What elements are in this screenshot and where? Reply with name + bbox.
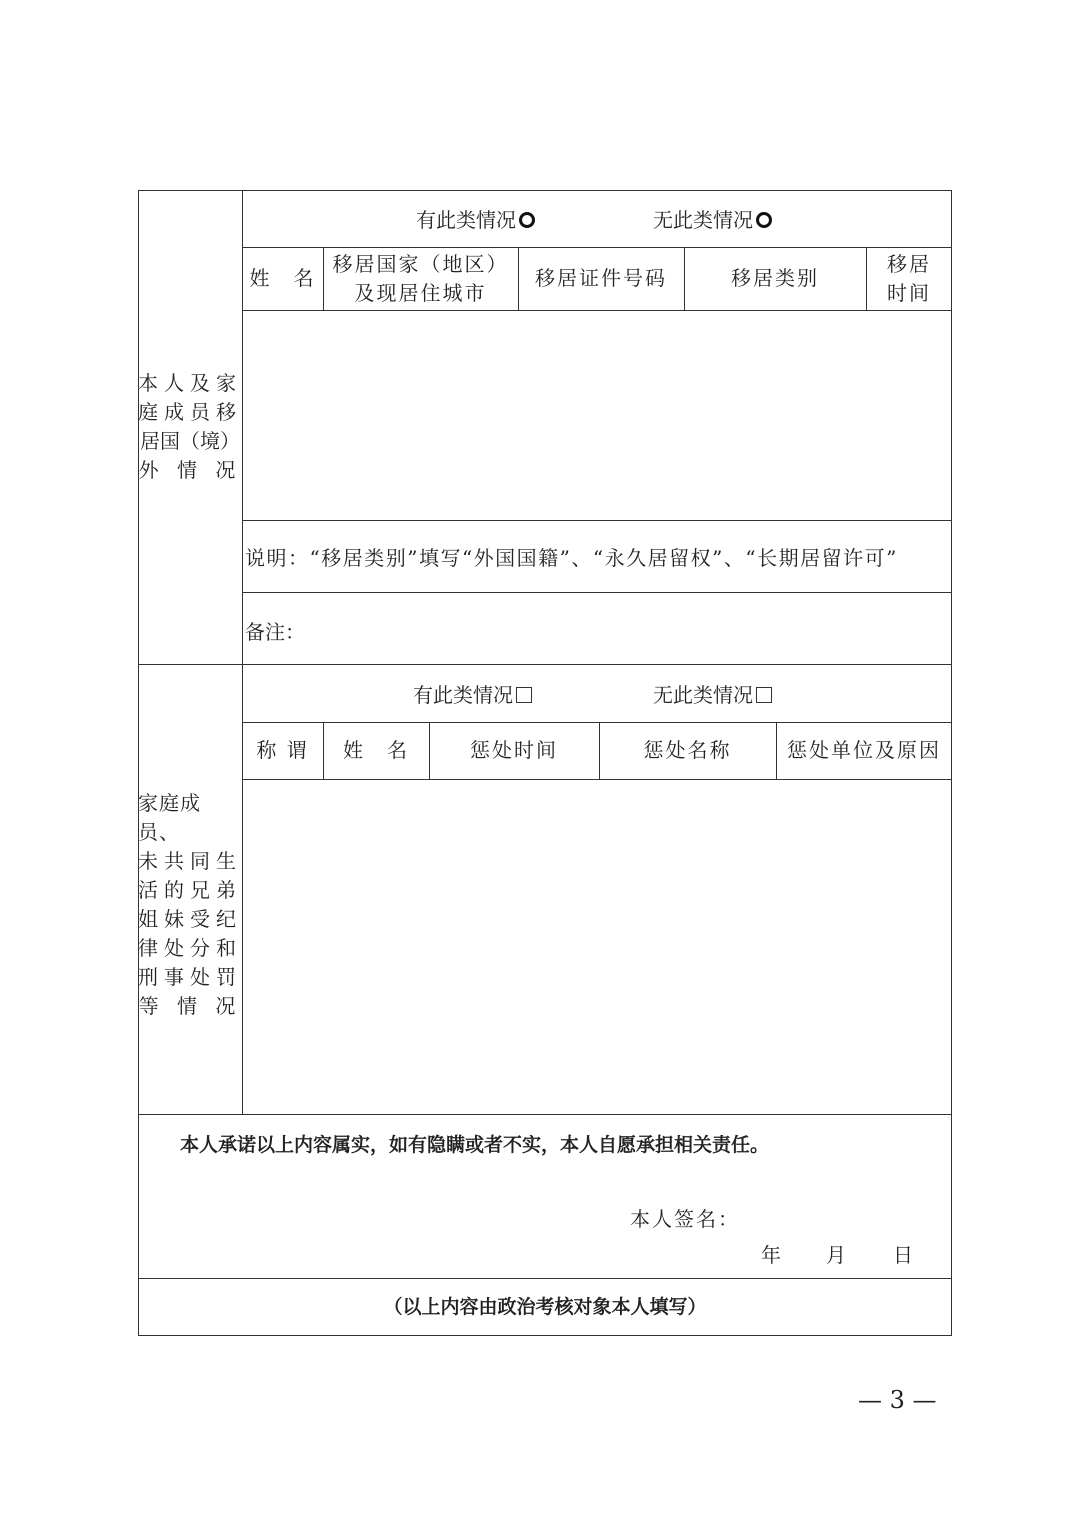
section2-label: 家庭成员、 未共同生 活的兄弟 姐妹受纪 律处分和 刑事处罚 等 情 况 — [138, 791, 242, 1018]
header-punish-time: 惩处时间 — [470, 738, 558, 762]
pledge-text: 本人承诺以上内容属实，如有隐瞒或者不实，本人自愿承担相关责任。 — [180, 1134, 770, 1156]
page-number: — 3 — — [858, 1386, 937, 1414]
date-month: 月 — [826, 1243, 846, 1267]
section1-entry-area[interactable] — [243, 311, 951, 519]
signature-label: 本人签名： — [630, 1207, 740, 1231]
date-year: 年 — [761, 1243, 781, 1267]
divider — [138, 664, 952, 665]
checkbox-icon[interactable] — [756, 687, 772, 703]
divider — [242, 592, 952, 593]
header-type: 移居类别 — [731, 266, 819, 290]
header-punish-name: 惩处名称 — [643, 738, 732, 762]
radio-icon[interactable] — [519, 212, 535, 228]
radio-icon[interactable] — [756, 212, 772, 228]
divider — [242, 520, 952, 521]
header-time: 移居 时间 — [887, 251, 931, 305]
section2-option-none: 无此类情况 — [653, 685, 772, 705]
header-relation: 称 谓 — [256, 738, 309, 762]
divider — [138, 1114, 952, 1115]
section2-entry-area[interactable] — [243, 780, 951, 1113]
section2-option-has: 有此类情况 — [413, 685, 532, 705]
header-name: 姓 名 — [249, 266, 316, 290]
signature-area[interactable] — [740, 1200, 940, 1236]
header-punish-unit: 惩处单位及原因 — [787, 738, 941, 762]
footer-note: （以上内容由政治考核对象本人填写） — [383, 1296, 707, 1318]
header-cert-no: 移居证件号码 — [535, 266, 667, 290]
header-name: 姓 名 — [343, 738, 409, 762]
section1-option-has: 有此类情况 — [416, 210, 535, 230]
header-country: 移居国家（地区） 及现居住城市 — [332, 251, 509, 305]
checkbox-icon[interactable] — [516, 687, 532, 703]
date-day: 日 — [893, 1243, 913, 1267]
section1-note: 说明：“移居类别”填写“外国国籍”、“永久居留权”、“长期居留许可” — [245, 546, 898, 570]
section1-label: 本人及家 庭成员移 居国（境） 外 情 况 — [138, 371, 242, 482]
section1-remarks[interactable]: 备注： — [245, 620, 305, 644]
section1-option-none: 无此类情况 — [653, 210, 772, 230]
